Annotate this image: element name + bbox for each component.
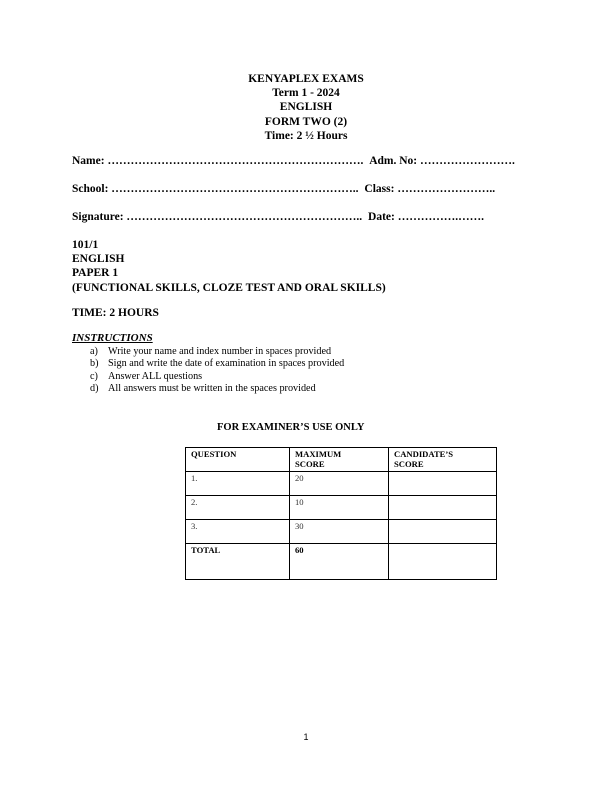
instruction-item bbox=[90, 371, 344, 383]
name-field[interactable]: …………………………………………………………. bbox=[107, 155, 364, 167]
question-cell: 1. bbox=[186, 472, 290, 496]
paper-number: PAPER 1 bbox=[72, 267, 119, 280]
paper-description: (FUNCTIONAL SKILLS, CLOZE TEST AND ORAL SKILLS) bbox=[72, 281, 386, 294]
class-field[interactable]: …………………….. bbox=[397, 183, 496, 195]
instructions-title: INSTRUCTIONS bbox=[72, 332, 153, 344]
table-total-row bbox=[186, 544, 497, 580]
total-label-cell: TOTAL bbox=[186, 544, 290, 580]
table-header-row bbox=[186, 448, 497, 472]
school-class-row bbox=[72, 183, 495, 195]
instruction-text: Write your name and index number in spaces provided bbox=[108, 346, 332, 357]
candidate-score-cell[interactable] bbox=[389, 520, 497, 544]
score-table bbox=[185, 447, 497, 580]
instruction-marker: d) bbox=[90, 383, 99, 395]
header-maximum-score: MAXIMUM SCORE bbox=[290, 448, 389, 472]
question-cell: 2. bbox=[186, 496, 290, 520]
maximum-score-cell: 10 bbox=[290, 496, 389, 520]
instruction-text: Sign and write the date of examination in spaces provided bbox=[108, 358, 345, 370]
maximum-score-cell: 20 bbox=[290, 472, 389, 496]
instruction-item bbox=[90, 346, 344, 358]
signature-field[interactable]: …………………………………………………….. bbox=[126, 211, 363, 223]
maximum-score-cell: 30 bbox=[290, 520, 389, 544]
school-label: School: bbox=[72, 183, 109, 195]
signature-date-row bbox=[72, 211, 484, 223]
table-row bbox=[186, 472, 497, 496]
paper-time: TIME: 2 HOURS bbox=[72, 307, 159, 319]
header-question: QUESTION bbox=[186, 448, 290, 472]
signature-label: Signature: bbox=[72, 211, 124, 223]
class-label: Class: bbox=[364, 183, 395, 195]
instruction-marker: a) bbox=[90, 346, 98, 357]
table-row bbox=[186, 520, 497, 544]
paper-code: 101/1 bbox=[72, 239, 99, 251]
total-maximum-cell: 60 bbox=[290, 544, 389, 580]
table-row bbox=[186, 496, 497, 520]
candidate-score-cell[interactable] bbox=[389, 496, 497, 520]
adm-label: Adm. No: bbox=[369, 155, 418, 167]
instruction-item bbox=[90, 383, 344, 395]
school-field[interactable]: ……………………………………………………….. bbox=[111, 183, 359, 195]
instructions-list bbox=[90, 346, 344, 396]
name-adm-row bbox=[72, 155, 515, 167]
organization-title: KENYAPLEX EXAMS bbox=[248, 73, 364, 85]
candidate-score-cell[interactable] bbox=[389, 472, 497, 496]
page-number: 1 bbox=[303, 732, 309, 742]
instruction-marker: c) bbox=[90, 370, 98, 382]
instruction-text: All answers must be written in the spaces provided bbox=[108, 383, 316, 395]
date-label: Date: bbox=[368, 211, 395, 223]
date-field[interactable]: …………….……. bbox=[397, 211, 484, 223]
examiner-section-title: FOR EXAMINER’S USE ONLY bbox=[217, 422, 365, 433]
exam-header bbox=[0, 72, 612, 143]
total-candidate-cell[interactable] bbox=[389, 544, 497, 580]
adm-field[interactable]: ……………………. bbox=[420, 155, 515, 167]
paper-subject: ENGLISH bbox=[72, 253, 125, 266]
instruction-item bbox=[90, 358, 344, 370]
header-candidate-score: CANDIDATE’S SCORE bbox=[389, 448, 497, 472]
term-line: Term 1 - 2024 bbox=[272, 87, 340, 100]
instruction-marker: b) bbox=[90, 358, 99, 370]
paper-info bbox=[72, 238, 386, 295]
duration-line: Time: 2 ½ Hours bbox=[264, 129, 348, 142]
instruction-text: Answer ALL questions bbox=[108, 370, 203, 382]
form-line: FORM TWO (2) bbox=[264, 115, 348, 128]
subject-line: ENGLISH bbox=[279, 101, 333, 114]
name-label: Name: bbox=[72, 155, 105, 167]
question-cell: 3. bbox=[186, 520, 290, 544]
